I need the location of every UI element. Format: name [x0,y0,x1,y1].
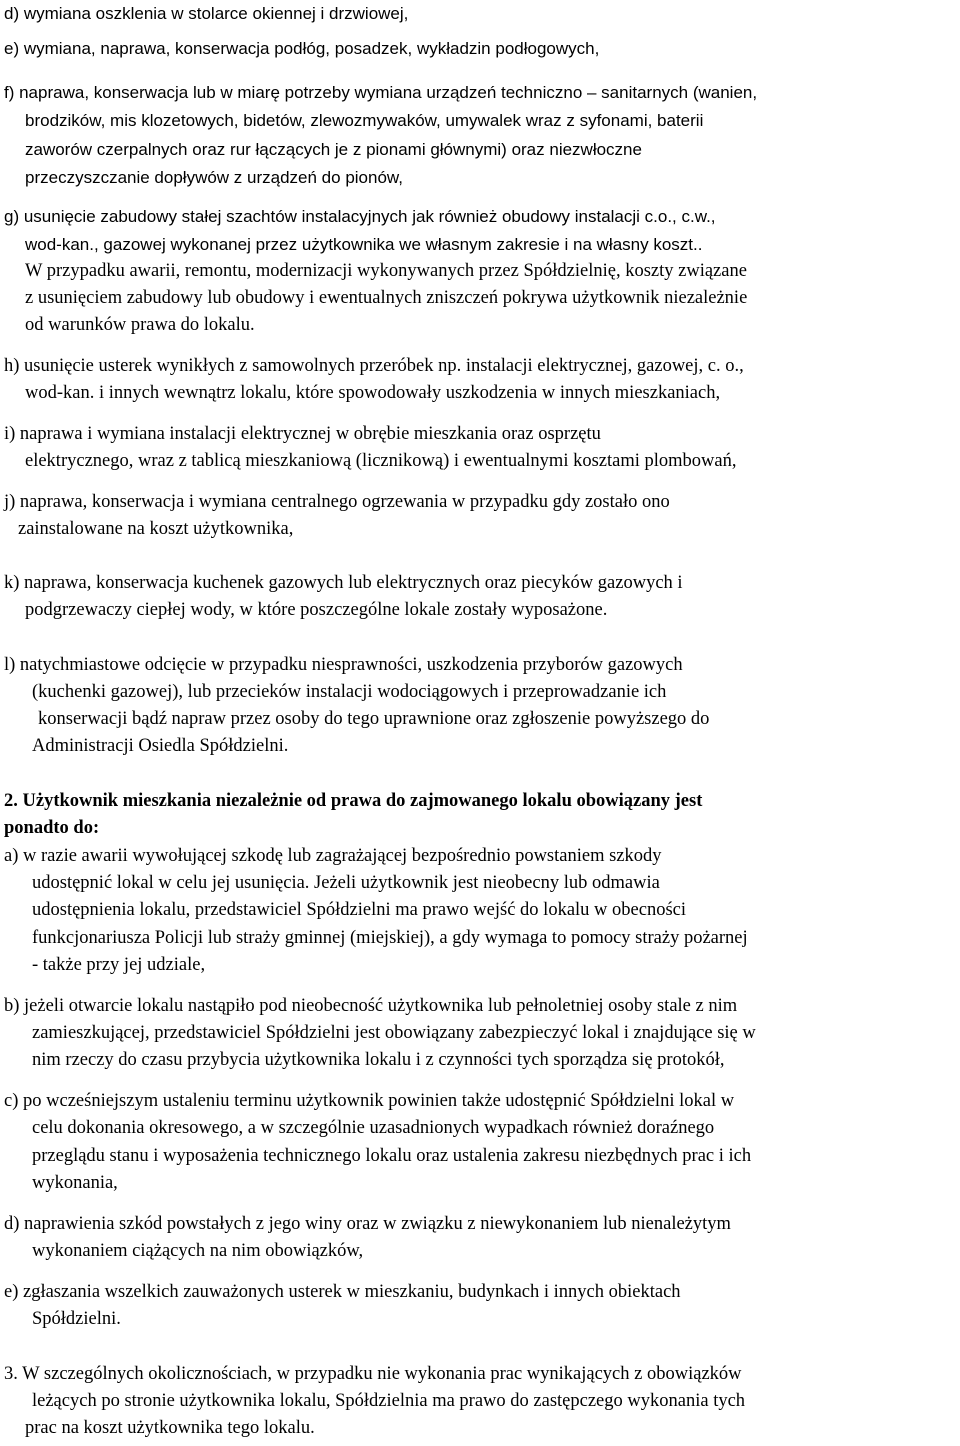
item-f-line-3: zaworów czerpalnych oraz rur łączących je z pionami głównymi) oraz niezwłoczne [25,140,642,159]
item-j-line-2: zainstalowane na koszt użytkownika, [18,519,294,539]
item-d-line-1: d) wymiana oszklenia w stolarce okiennej i drzwiowej, [4,4,409,23]
section-2-item-a-line-4: funkcjonariusza Policji lub straży gminnej (miejskiej), a gdy wymaga to pomocy straży pożarnej [32,928,748,948]
item-j-line-1: j) naprawa, konserwacja i wymiana centralnego ogrzewania w przypadku gdy zostało ono [4,492,670,512]
section-2-item-c-line-2: celu dokonania okresowego, a w szczególnie uzasadnionych wypadkach również doraźnego [32,1118,715,1138]
item-f-line-4: przeczyszczanie dopływów z urządzeń do pionów, [25,168,403,187]
section-2-item-a-line-3: udostępnienia lokalu, przedstawiciel Spółdzielni ma prawo wejść do lokalu w obecności [32,900,687,920]
item-h-line-1: h) usunięcie usterek wynikłych z samowolnych przeróbek np. instalacji elektrycznej, gazowej, c. o., [4,356,744,376]
section-2-item-e-line-1: e) zgłaszania wszelkich zauważonych usterek w mieszkaniu, budynkach i innych obiektach [4,1282,681,1302]
item-i-line-1: i) naprawa i wymiana instalacji elektrycznej w obrębie mieszkania oraz osprzętu [4,424,601,444]
section-2-item-b-line-2: zamieszkującej, przedstawiciel Spółdzielni jest obowiązany zabezpieczyć lokal i znajdujące się w [32,1023,756,1043]
section-3-line-1: 3. W szczególnych okolicznościach, w przypadku nie wykonania prac wynikających z obowiązków [4,1364,742,1384]
section-2-heading-line-2: ponadto do: [4,818,100,838]
section-2-heading-line-1: 2. Użytkownik mieszkania niezależnie od prawa do zajmowanego lokalu obowiązany jest [4,791,703,811]
item-g-line-1: g) usunięcie zabudowy stałej szachtów instalacyjnych jak również obudowy instalacji c.o., c.w., [4,207,716,226]
item-l-line-3: konserwacji bądź napraw przez osoby do tego uprawnione oraz zgłoszenie powyższego do [38,709,710,729]
section-2-item-a-line-5: - także przy jej udziale, [32,955,206,975]
item-f-line-1: f) naprawa, konserwacja lub w miarę potrzeby wymiana urządzeń techniczno – sanitarnych (wanien, [4,83,758,102]
item-g-line-2: wod-kan., gazowej wykonanej przez użytkownika we własnym zakresie i na własny koszt.. [25,235,703,254]
section-2-item-c-line-1: c) po wcześniejszym ustaleniu terminu użytkownik powinien także udostępnić Spółdzielni lokal w [4,1091,735,1111]
section-2-item-a-line-1: a) w razie awarii wywołującej szkodę lub zagrażającej bezpośrednio powstaniem szkody [4,846,662,866]
item-i-line-2: elektrycznego, wraz z tablicą mieszkaniową (licznikową) i ewentualnymi kosztami plombowań, [25,451,737,471]
section-3-line-2: leżących po stronie użytkownika lokalu, Spółdzielnia ma prawo do zastępczego wykonania tych [32,1391,746,1411]
section-2-item-b-line-3: nim rzeczy do czasu przybycia użytkownika lokalu i z czynności tych sporządza się protokół, [32,1050,725,1070]
item-e-line-1: e) wymiana, naprawa, konserwacja podłóg, posadzek, wykładzin podłogowych, [4,39,600,58]
item-l-line-2: (kuchenki gazowej), lub przecieków instalacji wodociągowych i przeprowadzanie ich [32,682,667,702]
section-2-item-e-line-2: Spółdzielni. [32,1309,121,1329]
item-f-line-2: brodzików, mis klozetowych, bidetów, zlewozmywaków, umywalek wraz z syfonami, baterii [25,111,704,130]
section-2-item-a-line-2: udostępnić lokal w celu jej usunięcia. Jeżeli użytkownik jest nieobecny lub odmawia [32,873,660,893]
section-2-item-d-line-2: wykonaniem ciążących na nim obowiązków, [32,1241,364,1261]
section-3-line-3: prac na koszt użytkownika tego lokalu. [25,1418,315,1438]
item-l-line-1: l) natychmiastowe odcięcie w przypadku niesprawności, uszkodzenia przyborów gazowych [4,655,683,675]
section-2-item-b-line-1: b) jeżeli otwarcie lokalu nastąpiło pod nieobecność użytkownika lub pełnoletniej osoby stale z nim [4,996,738,1016]
item-k-line-2: podgrzewaczy ciepłej wody, w które poszczególne lokale zostały wyposażone. [25,600,608,620]
section-2-item-c-line-4: wykonania, [32,1173,118,1193]
item-g-line-3: W przypadku awarii, remontu, modernizacji wykonywanych przez Spółdzielnię, koszty związane [25,261,747,281]
item-h-line-2: wod-kan. i innych wewnątrz lokalu, które spowodowały uszkodzenia w innych mieszkaniach, [25,383,721,403]
item-k-line-1: k) naprawa, konserwacja kuchenek gazowych lub elektrycznych oraz piecyków gazowych i [4,573,683,593]
item-g-line-5: od warunków prawa do lokalu. [25,315,255,335]
item-g-line-4: z usunięciem zabudowy lub obudowy i ewentualnych zniszczeń pokrywa użytkownik niezależnie [25,288,748,308]
section-2-item-d-line-1: d) naprawienia szkód powstałych z jego winy oraz w związku z niewykonaniem lub nienależytym [4,1214,731,1234]
section-2-item-c-line-3: przeglądu stanu i wyposażenia technicznego lokalu oraz ustalenia zakresu niezbędnych prac i ich [32,1146,752,1166]
item-l-line-4: Administracji Osiedla Spółdzielni. [32,736,289,756]
